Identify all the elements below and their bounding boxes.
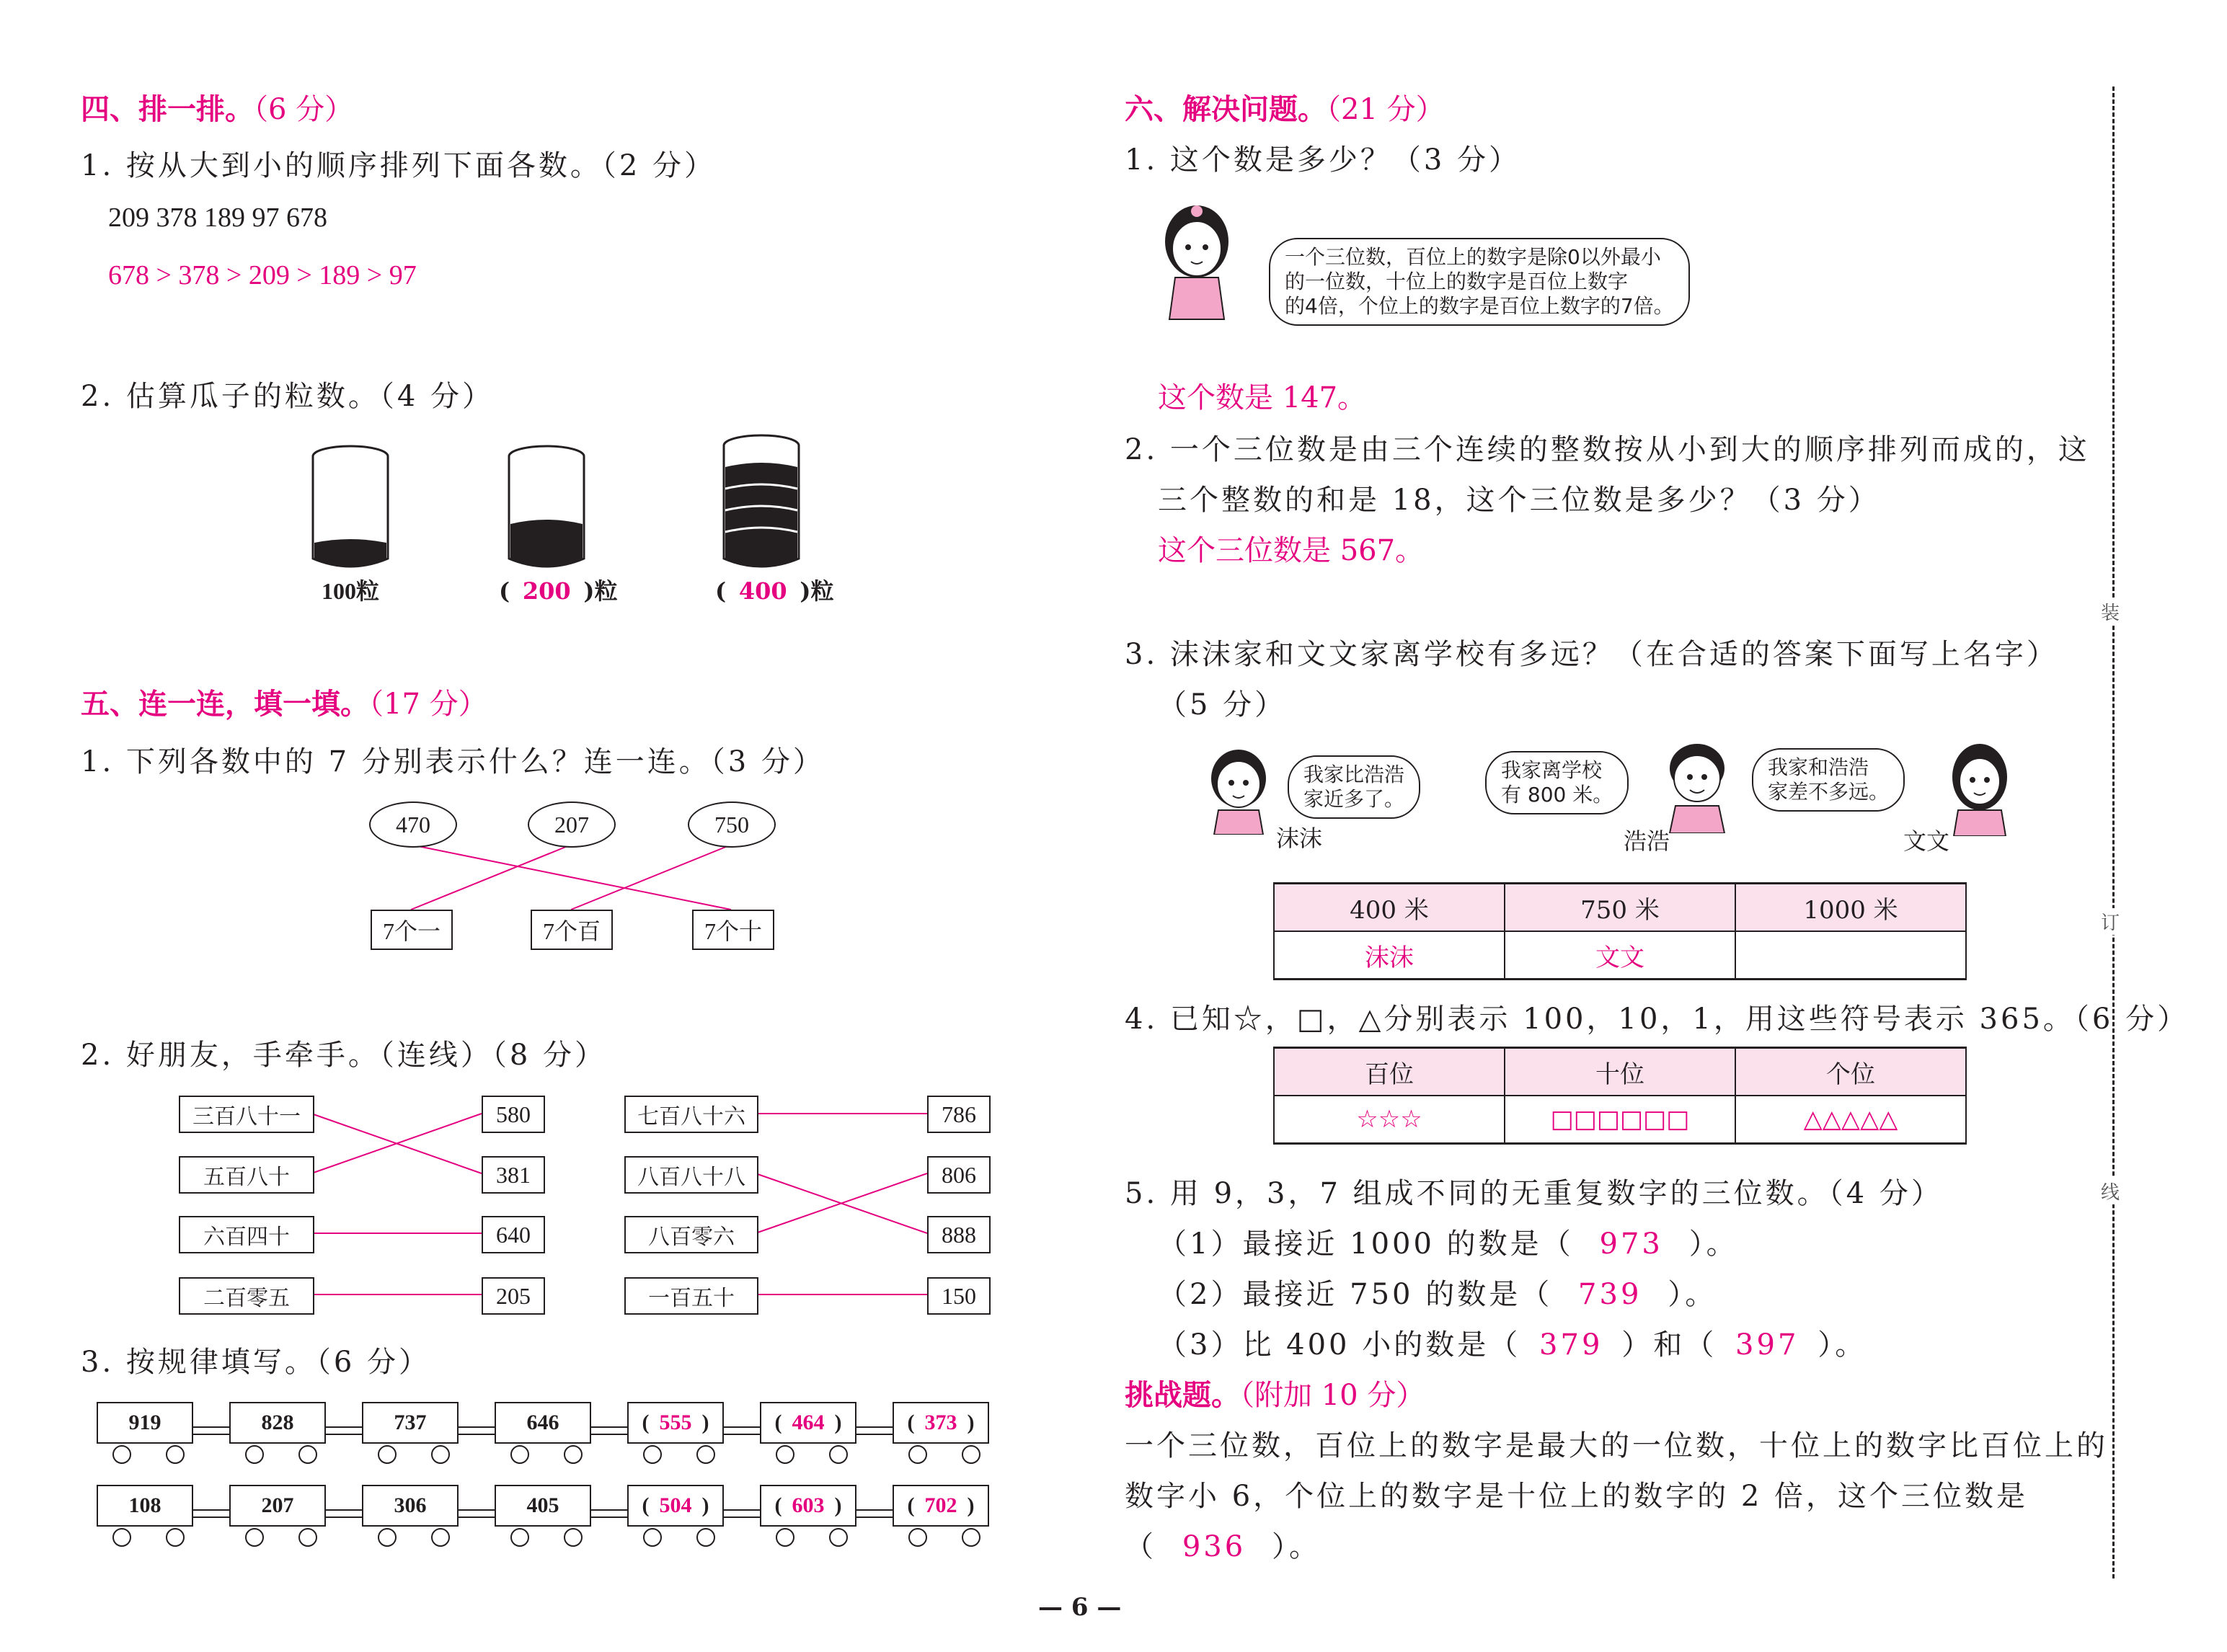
train-coupler [855, 1509, 893, 1518]
section-6-label: 六、解决问题。 [1125, 93, 1327, 126]
jar-2-answer: 200 [522, 577, 571, 605]
momo-line-2: 家近多了。 [1303, 787, 1405, 811]
train-wheel [643, 1445, 662, 1464]
q6-2-line1: 2. 一个三位数是由三个连续的整数按从小到大的顺序排列而成的，这 [1125, 433, 2090, 466]
q6-1-text: 1. 这个数是多少？（3 分） [1125, 143, 1521, 177]
q6-5-2-answer: 739 [1578, 1278, 1642, 1311]
haohao-line-2: 有 800 米。 [1501, 783, 1613, 807]
right-word-1: 七百八十六 [624, 1096, 758, 1133]
q6-5-line3 [1158, 1322, 1867, 1363]
q6-5-1-answer: 973 [1599, 1227, 1663, 1261]
train-car [760, 1402, 856, 1444]
train-car: 737 [362, 1402, 459, 1444]
wenwen-line-1: 我家和浩浩 [1768, 755, 1869, 779]
q4-1-answer: 678 > 378 > 209 > 189 > 97 [108, 260, 417, 290]
left-num-2: 381 [482, 1156, 545, 1194]
right-num-3: 888 [927, 1216, 991, 1253]
train-wheel [510, 1528, 529, 1547]
q6-5-3-post: ）。 [1818, 1328, 1867, 1362]
train-wheel [378, 1445, 397, 1464]
train-wheel [908, 1445, 927, 1464]
paren-close: ) [834, 1493, 842, 1517]
train-wheel [166, 1445, 185, 1464]
train-car: 919 [97, 1402, 193, 1444]
q6-5-text: 5. 用 9，3，7 组成不同的无重复数字的三位数。（4 分） [1125, 1177, 1943, 1210]
distance-head-750: 750 米 [1505, 884, 1735, 932]
train-coupler [324, 1509, 362, 1518]
section-6-title [1125, 86, 1445, 128]
paren-open: ( [907, 1493, 915, 1517]
train-answer: 373 [924, 1411, 957, 1434]
train-car [627, 1402, 724, 1444]
train-coupler [590, 1509, 627, 1518]
wenwen-avatar-icon [1942, 742, 2017, 836]
train-coupler [324, 1426, 362, 1435]
train-wheel [696, 1445, 715, 1464]
section-4-points: （6 分） [254, 93, 354, 126]
q6-5-1-post: ）。 [1688, 1227, 1738, 1261]
train-answer: 464 [792, 1411, 825, 1434]
left-word-1: 三百八十一 [179, 1096, 314, 1133]
q4-1-numbers: 209 378 189 97 678 [108, 203, 327, 233]
right-num-4: 150 [927, 1277, 991, 1315]
train-coupler [590, 1426, 627, 1435]
train-car [893, 1402, 989, 1444]
symbol-ans-hundreds: ☆☆☆ [1274, 1096, 1505, 1144]
train-wheel [829, 1528, 848, 1547]
jar-3-open: ( [715, 577, 727, 605]
q6-2-line2: 三个整数的和是 18，这个三位数是多少？（3 分） [1158, 484, 1880, 517]
train-wheel [564, 1445, 583, 1464]
section-5-points: （17 分） [369, 688, 487, 721]
name-haohao: 浩浩 [1624, 827, 1670, 855]
left-num-1: 580 [482, 1096, 545, 1133]
distance-ans-1000 [1735, 931, 1966, 980]
train-wheel [962, 1528, 980, 1547]
challenge-open: （ [1125, 1530, 1156, 1563]
q5-3-text: 3. 按规律填写。（6 分） [81, 1346, 431, 1379]
symbol-head-tens: 十位 [1505, 1048, 1735, 1096]
symbol-table [1273, 1047, 1967, 1145]
train-wheel [378, 1528, 397, 1547]
train-wheel [112, 1445, 131, 1464]
paren-open: ( [642, 1493, 650, 1517]
jar-2-close: )粒 [583, 577, 618, 605]
train-coupler [722, 1426, 760, 1435]
train-car [760, 1485, 856, 1527]
q6-5-1-pre: （1）最接近 1000 的数是（ [1158, 1227, 1574, 1261]
q5-1-text: 1. 下列各数中的 7 分别表示什么？连一连。（3 分） [81, 745, 825, 778]
symbol-ans-ones: △△△△△ [1735, 1096, 1966, 1144]
q6-5-line2 [1158, 1271, 1717, 1313]
q6-5-3-pre: （3）比 400 小的数是（ [1158, 1328, 1521, 1362]
momo-line-1: 我家比浩浩 [1303, 763, 1405, 786]
train-car [893, 1485, 989, 1527]
q6-2-answer: 这个三位数是 567。 [1158, 534, 1425, 567]
paren-open: ( [907, 1411, 915, 1434]
train-wheel [431, 1528, 450, 1547]
challenge-points: （附加 10 分） [1240, 1379, 1425, 1412]
wenwen-line-2: 家差不多远。 [1768, 780, 1890, 804]
section-6-points: （21 分） [1327, 93, 1445, 126]
paren-open: ( [774, 1493, 782, 1517]
train-wheel [962, 1445, 980, 1464]
paren-open: ( [642, 1411, 650, 1434]
train-answer: 504 [659, 1493, 692, 1517]
section-5-label: 五、连一连，填一填。 [81, 688, 369, 721]
paren-close: ) [701, 1411, 709, 1434]
margin-zhuang: 装 [2101, 598, 2120, 625]
q6-3-line1: 3. 沫沫家和文文家离学校有多远？（在合适的答案下面写上名字） [1125, 638, 2058, 671]
q6-3-line2: （5 分） [1158, 688, 1287, 721]
q4-2-text: 2. 估算瓜子的粒数。（4 分） [81, 380, 495, 413]
symbol-ans-tens: □□□□□□ [1505, 1096, 1735, 1144]
jar-1-label: 100粒 [322, 578, 380, 604]
speech-bubble-haohao [1485, 751, 1629, 814]
jar-2-open: ( [499, 577, 510, 605]
haohao-avatar-icon [1658, 740, 1737, 833]
train-wheel [112, 1528, 131, 1547]
train-car: 828 [229, 1402, 326, 1444]
left-num-4: 205 [482, 1277, 545, 1315]
challenge-line1: 一个三位数，百位上的数字是最大的一位数，十位上的数字比百位上的 [1125, 1429, 2108, 1462]
train-wheel [245, 1528, 264, 1547]
distance-ans-400: 沫沫 [1274, 931, 1505, 980]
symbol-head-ones: 个位 [1735, 1048, 1966, 1096]
momo-avatar-icon [1203, 748, 1278, 835]
q6-5-3-answer-2: 397 [1735, 1328, 1799, 1362]
train-wheel [643, 1528, 662, 1547]
symbol-head-hundreds: 百位 [1274, 1048, 1505, 1096]
left-num-3: 640 [482, 1216, 545, 1253]
q6-4-text: 4. 已知☆，□，△分别表示 100，10，1，用这些符号表示 365。（6 分） [1125, 1003, 2190, 1036]
bubble-line-3: 的4倍，个位上的数字是百位上数字的7倍。 [1285, 294, 1674, 318]
train-car: 306 [362, 1485, 459, 1527]
challenge-close: ）。 [1272, 1530, 1321, 1563]
paren-close: ) [967, 1493, 975, 1517]
train-wheel [829, 1445, 848, 1464]
q6-5-2-pre: （2）最接近 750 的数是（ [1158, 1278, 1553, 1311]
name-momo: 沫沫 [1276, 825, 1323, 852]
oval-750: 750 [688, 801, 776, 848]
challenge-answer: 936 [1182, 1530, 1247, 1563]
left-word-4: 二百零五 [179, 1277, 314, 1315]
distance-head-400: 400 米 [1274, 884, 1505, 932]
box-tens: 7个十 [692, 910, 774, 950]
challenge-line3 [1125, 1524, 1321, 1565]
speech-bubble-momo [1288, 755, 1420, 819]
challenge-line2: 数字小 6，个位上的数字是十位上的数字的 2 倍，这个三位数是 [1125, 1480, 2029, 1513]
right-num-1: 786 [927, 1096, 991, 1133]
right-word-4: 一百五十 [624, 1277, 758, 1315]
jar-3-close: )粒 [800, 577, 834, 605]
train-car [627, 1485, 724, 1527]
distance-head-1000: 1000 米 [1735, 884, 1966, 932]
speech-bubble-wenwen [1752, 748, 1905, 812]
train-wheel [166, 1528, 185, 1547]
train-wheel [776, 1445, 794, 1464]
train-wheel [510, 1445, 529, 1464]
train-answer: 603 [792, 1493, 825, 1517]
paren-open: ( [774, 1411, 782, 1434]
train-wheel [908, 1528, 927, 1547]
train-coupler [457, 1426, 495, 1435]
box-hundreds: 7个百 [531, 910, 613, 950]
train-coupler [855, 1426, 893, 1435]
left-word-2: 五百八十 [179, 1156, 314, 1194]
binding-line [2112, 86, 2115, 1578]
paren-close: ) [967, 1411, 975, 1434]
train-wheel [776, 1528, 794, 1547]
margin-ding: 订 [2101, 908, 2120, 935]
q6-5-3-mid: ）和（ [1621, 1328, 1717, 1362]
bubble-line-1: 一个三位数，百位上的数字是除0以外最小 [1285, 245, 1661, 269]
train-wheel [245, 1445, 264, 1464]
section-4-label: 四、排一排。 [81, 93, 254, 126]
name-wenwen: 文文 [1903, 827, 1950, 855]
q6-5-3-answer-1: 379 [1539, 1328, 1603, 1362]
left-word-3: 六百四十 [179, 1216, 314, 1253]
q4-1-text: 1. 按从大到小的顺序排列下面各数。（2 分） [81, 149, 717, 182]
q5-2-text: 2. 好朋友，手牵手。（连线）（8 分） [81, 1039, 607, 1072]
bubble-line-2: 的一位数，十位上的数字是百位上数字 [1285, 270, 1629, 293]
train-wheel [431, 1445, 450, 1464]
haohao-line-1: 我家离学校 [1501, 758, 1603, 782]
challenge-label: 挑战题。 [1125, 1379, 1240, 1412]
train-answer: 555 [659, 1411, 692, 1434]
jar-3-answer: 400 [738, 577, 787, 605]
train-coupler [192, 1426, 229, 1435]
challenge-title [1125, 1372, 1425, 1413]
right-word-2: 八百八十八 [624, 1156, 758, 1194]
right-word-3: 八百零六 [624, 1216, 758, 1253]
train-car: 108 [97, 1485, 193, 1527]
train-wheel [298, 1445, 317, 1464]
train-answer: 702 [924, 1493, 957, 1517]
train-car: 405 [495, 1485, 591, 1527]
train-wheel [564, 1528, 583, 1547]
train-coupler [192, 1509, 229, 1518]
paren-close: ) [701, 1493, 709, 1517]
girl-icon [1154, 198, 1240, 321]
right-num-2: 806 [927, 1156, 991, 1194]
q6-5-line1 [1158, 1221, 1738, 1262]
q6-1-answer: 这个数是 147。 [1158, 381, 1367, 414]
paren-close: ) [834, 1411, 842, 1434]
page-number: — 6 — [1038, 1593, 1122, 1622]
train-car: 646 [495, 1402, 591, 1444]
oval-470: 470 [369, 801, 457, 848]
distance-ans-750: 文文 [1505, 931, 1735, 980]
q6-5-2-post: ）。 [1668, 1278, 1717, 1311]
train-car: 207 [229, 1485, 326, 1527]
train-wheel [696, 1528, 715, 1547]
distance-table [1273, 882, 1967, 980]
train-coupler [457, 1509, 495, 1518]
train-wheel [298, 1528, 317, 1547]
box-ones: 7个一 [371, 910, 453, 950]
margin-xian: 线 [2101, 1178, 2120, 1204]
speech-bubble-q1 [1269, 238, 1690, 326]
oval-207: 207 [528, 801, 616, 848]
train-coupler [722, 1509, 760, 1518]
